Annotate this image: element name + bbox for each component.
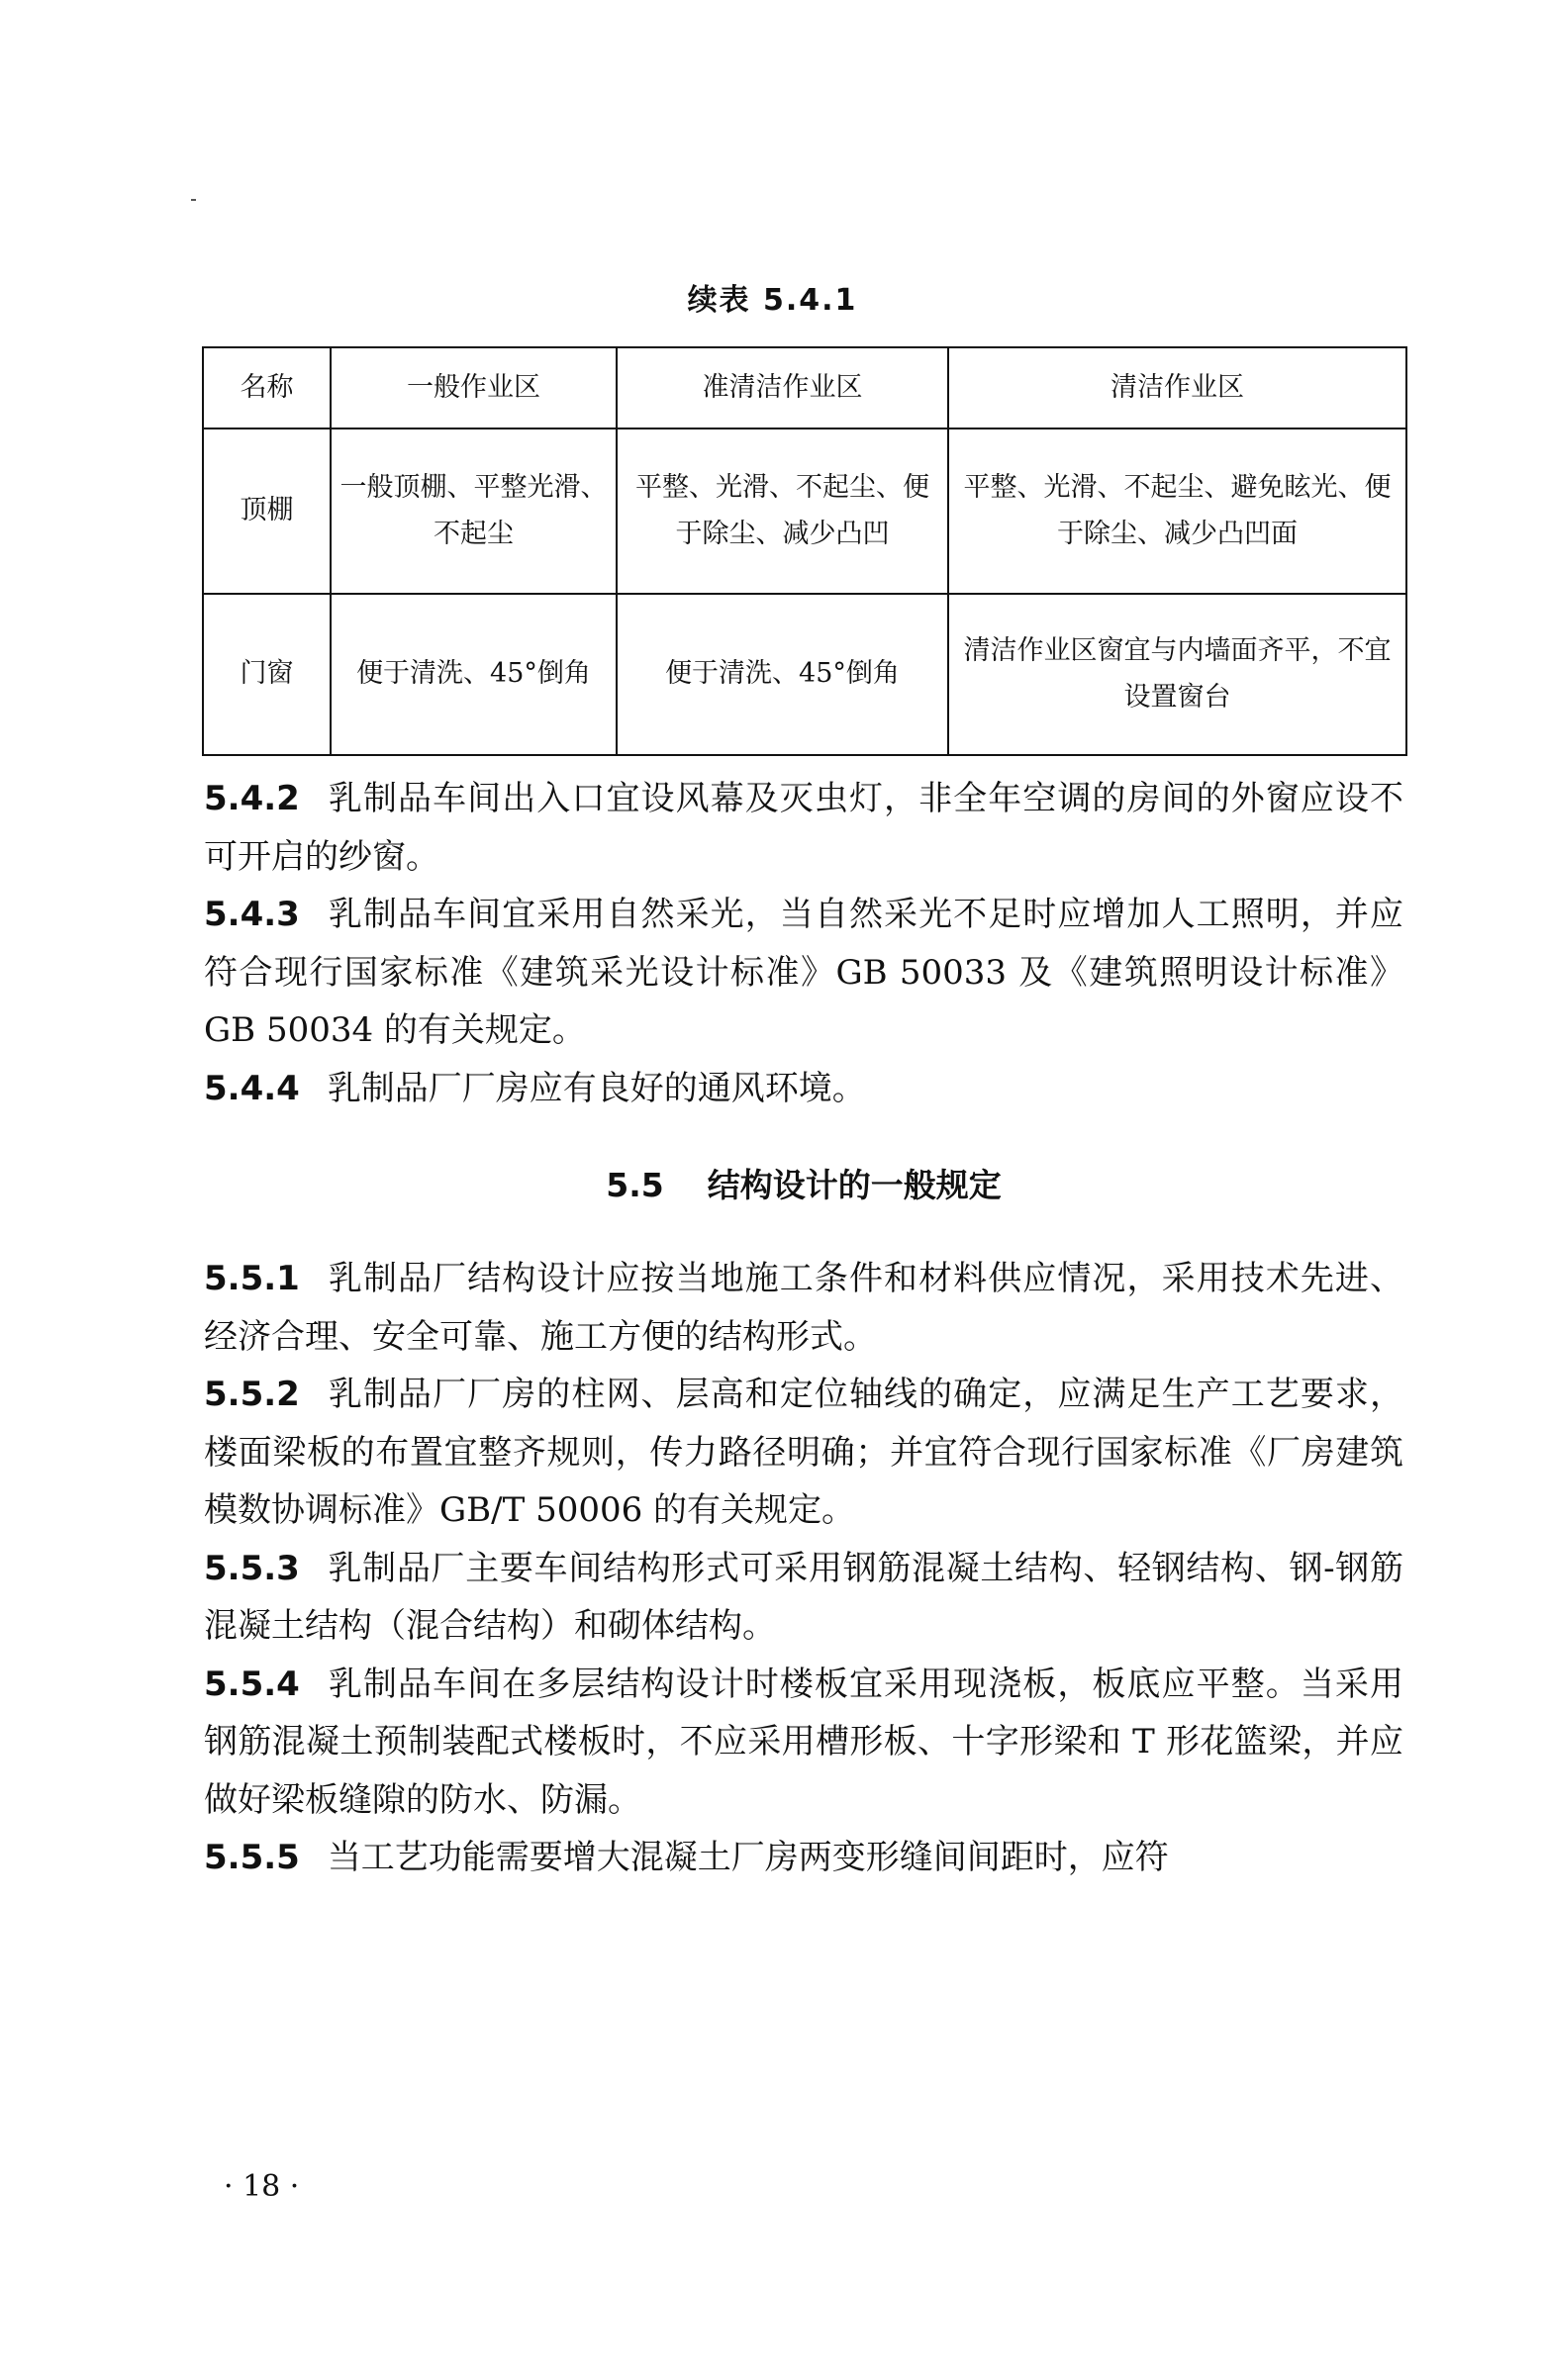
header-semi-clean-zone: 准清洁作业区 [617,347,948,428]
clause-text: 当工艺功能需要增大混凝土厂房两变形缝间间距时，应符 [327,1838,1169,1877]
clause-5-5-3 [204,1540,1403,1656]
section-title: 结构设计的一般规定 [707,1166,1002,1204]
clause-text: 乳制品车间宜采用自然采光，当自然采光不足时应增加人工照明，并应符合现行国家标准《建筑采光设计标准》GB 50033 及《建筑照明设计标准》GB 50034 的有关规定。 [204,895,1403,1050]
clause-number: 5.4.2 [204,779,300,818]
section-number: 5.5 [606,1166,664,1204]
cell-clean: 清洁作业区窗宜与内墙面齐平，不宜设置窗台 [948,594,1406,755]
cell-semi-clean: 便于清洗、45°倒角 [617,594,948,755]
clause-text: 乳制品厂厂房应有良好的通风环境。 [327,1068,866,1108]
clause-text: 乳制品车间在多层结构设计时楼板宜采用现浇板，板底应平整。当采用钢筋混凝土预制装配式楼板时，不应采用槽形板、十字形梁和 T 形花篮梁，并应做好梁板缝隙的防水、防漏。 [204,1664,1403,1820]
clause-number: 5.5.1 [204,1259,300,1298]
clause-5-5-1 [204,1250,1403,1366]
cell-general: 便于清洗、45°倒角 [331,594,617,755]
header-clean-zone: 清洁作业区 [948,347,1406,428]
clause-text: 乳制品厂厂房的柱网、层高和定位轴线的确定，应满足生产工艺要求，楼面梁板的布置宜整齐规则，传力路径明确；并宜符合现行国家标准《厂房建筑模数协调标准》GB/T 50006 的有关规定。 [204,1375,1403,1530]
body-text [204,770,1403,1887]
clause-number: 5.4.4 [204,1068,300,1108]
clause-5-5-4 [204,1656,1403,1830]
clause-5-5-2 [204,1366,1403,1540]
table-row [203,594,1406,755]
clause-number: 5.5.3 [204,1548,300,1588]
clause-number: 5.5.5 [204,1838,300,1877]
clause-5-5-5 [204,1829,1403,1887]
cell-general: 一般顶棚、平整光滑、不起尘 [331,428,617,594]
cell-semi-clean: 平整、光滑、不起尘、便于除尘、减少凸凹 [617,428,948,594]
row-name: 顶棚 [203,428,331,594]
cell-clean: 平整、光滑、不起尘、避免眩光、便于除尘、减少凸凹面 [948,428,1406,594]
page-number: · 18 · [224,2169,300,2204]
table-header-row [203,347,1406,428]
clause-text: 乳制品厂结构设计应按当地施工条件和材料供应情况，采用技术先进、经济合理、安全可靠、施工方便的结构形式。 [204,1259,1403,1357]
scan-mark [191,199,196,201]
clause-text: 乳制品厂主要车间结构形式可采用钢筋混凝土结构、轻钢结构、钢-钢筋混凝土结构（混合结构）和砌体结构。 [204,1548,1403,1646]
clause-5-4-3 [204,886,1403,1060]
header-general-zone: 一般作业区 [331,347,617,428]
clause-text: 乳制品车间出入口宜设风幕及灭虫灯，非全年空调的房间的外窗应设不可开启的纱窗。 [204,779,1403,877]
clause-number: 5.5.2 [204,1375,300,1414]
clause-number: 5.4.3 [204,895,300,934]
header-name: 名称 [203,347,331,428]
clause-5-4-4 [204,1060,1403,1118]
clause-number: 5.5.4 [204,1664,300,1704]
clause-5-4-2 [204,770,1403,886]
table-row [203,428,1406,594]
spec-table [202,346,1407,756]
table-title: 续表 5.4.1 [687,283,858,318]
section-heading [204,1161,1403,1210]
row-name: 门窗 [203,594,331,755]
